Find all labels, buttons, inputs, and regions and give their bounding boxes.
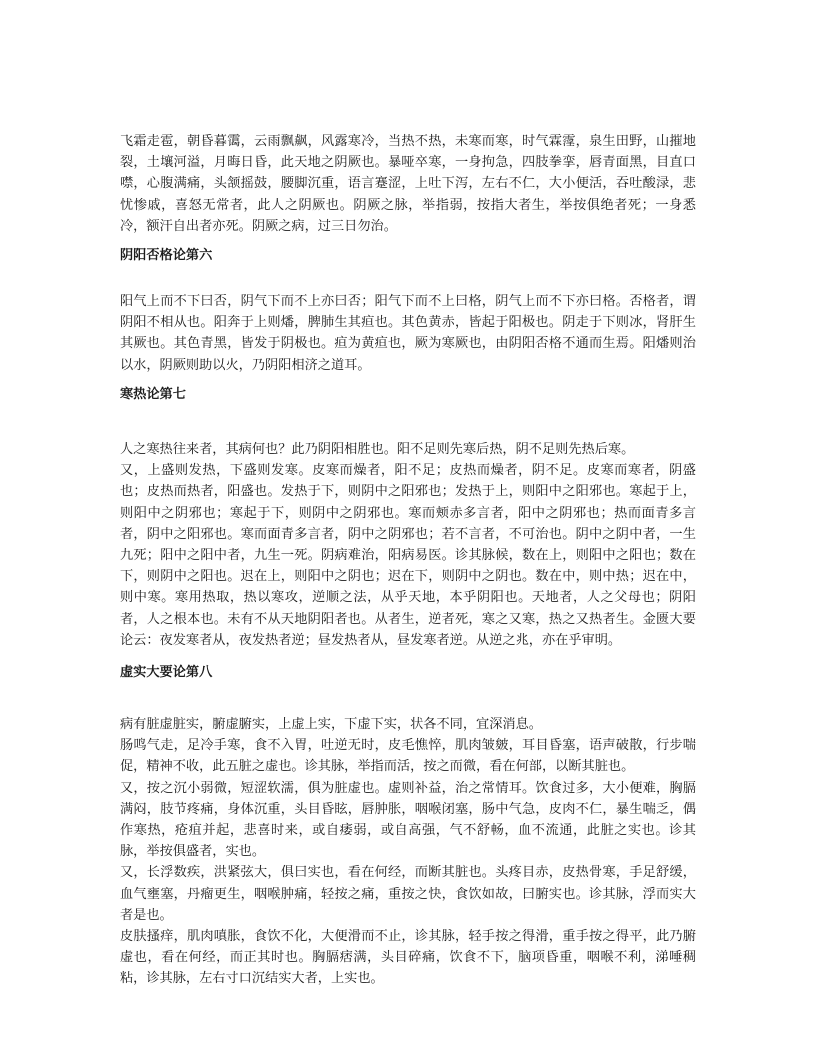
- section-body: [120, 714, 696, 990]
- paragraph: 又，上盛则发热，下盛则发寒。皮寒而燥者，阳不足；皮热而燥者，阴不足。皮寒而寒者，阴盛也；皮热而热者，阳盛也。发热于下，则阴中之阳邪也；发热于上，则阳中之阳邪也。寒起于上，则阳中之阴邪也；寒起于下，则阴中之阴邪也。寒而颊赤多言者，阳中之阴邪也；热而面青多言者，阴中之阳邪也。寒而面青多言者，阴中之阴邪也；若不言者，不可治也。阴中之阴中者，一生九死；阳中之阳中者，九生一死。阴病难治，阳病易医。诊其脉候，数在上，则阳中之阳也；数在下，则阴中之阳也。迟在上，则阳中之阴也；迟在下，则阴中之阴也。数在中，则中热；迟在中，则中寒。寒用热取，热以寒攻，逆顺之法，从乎天地，本乎阴阳也。天地者，人之父母也；阴阳者，人之根本也。未有不从天地阴阳者也。从者生，逆者死，寒之又寒，热之又热者生。金匮大要论云：夜发寒者从，夜发热者逆；昼发热者从，昼发寒者逆。从逆之兆，亦在乎审明。: [120, 463, 696, 648]
- paragraph: 又，长浮数疾，洪紧弦大，俱曰实也，看在何经，而断其脏也。头疼目赤，皮热骨寒，手足舒缓，血气壅塞，丹瘤更生，咽喉肿痛，轻按之痛，重按之快，食饮如故，曰腑实也。诊其脉，浮而实大者是也。: [120, 865, 696, 923]
- paragraph: 又，按之沉小弱微，短涩软濡，俱为脏虚也。虚则补益，治之常情耳。饮食过多，大小便难，胸膈满闷，肢节疼痛，身体沉重，头目昏眩，唇肿胀，咽喉闭塞，肠中气急，皮肉不仁，暴生喘乏，偶作寒热，疮疽并起，悲喜时来，或自痿弱，或自高强，气不舒畅，血不流通，此脏之实也。诊其脉，举按俱盛者，实也。: [120, 780, 696, 860]
- section-yin-yang-pi-ge: [120, 246, 696, 266]
- section-heading: 虚实大要论第八: [120, 665, 213, 680]
- paragraph: 病有脏虚脏实，腑虚腑实，上虚上实，下虚下实，状各不同，宜深消息。: [120, 717, 542, 732]
- paragraph: 皮肤搔痒，肌肉嗔胀，食饮不化，大便滑而不止，诊其脉，轻手按之得滑，重手按之得平，此乃腑虚也，看在何经，而正其时也。胸膈痞满，头目碎痛，饮食不下，脑项昏重，咽喉不利，涕唾稠粘，诊其脉，左右寸口沉结实大者，上实也。: [120, 929, 696, 987]
- section-yin-jue: [120, 131, 696, 237]
- section-body: [120, 439, 696, 651]
- paragraph: 阳气上而不下曰否，阴气下而不上亦曰否；阳气下而不上曰格，阴气上而不下亦曰格。否格者，谓阴阳不相从也。阳奔于上则燔，脾肺生其疸也。其色黄赤，皆起于阳极也。阴走于下则冰，肾肝生其厥也。其色青黑，皆发于阴极也。疸为黄疸也，厥为寒厥也，由阴阳否格不通而生焉。阳燔则治以水，阴厥则助以火，乃阴阳相济之道耳。: [120, 294, 696, 373]
- paragraph: 肠鸣气走，足冷手寒，食不入胃，吐逆无时，皮毛憔悴，肌肉皱皴，耳目昏塞，语声破散，行步喘促，精神不收，此五脏之虚也。诊其脉，举指而活，按之而微，看在何部，以断其脏也。: [120, 738, 696, 775]
- section-body: [120, 291, 696, 376]
- section-heading: 寒热论第七: [120, 387, 186, 402]
- section-xu-shi: [120, 663, 696, 683]
- paragraph: 人之寒热往来者，其病何也？此乃阴阳相胜也。阳不足则先寒后热，阴不足则先热后寒。: [120, 442, 635, 457]
- paragraph: 飞霜走雹，朝昏暮霭，云雨飘飙，风露寒冷，当热不热，未寒而寒，时气霖霪，泉生田野，山摧地裂，土壤河溢，月晦日昏，此天地之阴厥也。暴哑卒寒，一身拘急，四肢拳挛，唇青面黑，目直口噤，心腹满痛，头颔摇鼓，腰脚沉重，语言蹇涩，上吐下泻，左右不仁，大小便活，吞吐酸渌，悲忧惨戚，喜怒无常者，此人之阴厥也。阴厥之脉，举指弱，按指大者生，举按俱绝者死；一身悉冷，额汗自出者亦死。阴厥之病，过三日勿治。: [120, 134, 696, 234]
- section-han-re: [120, 385, 696, 405]
- section-heading: 阴阳否格论第六: [120, 248, 213, 263]
